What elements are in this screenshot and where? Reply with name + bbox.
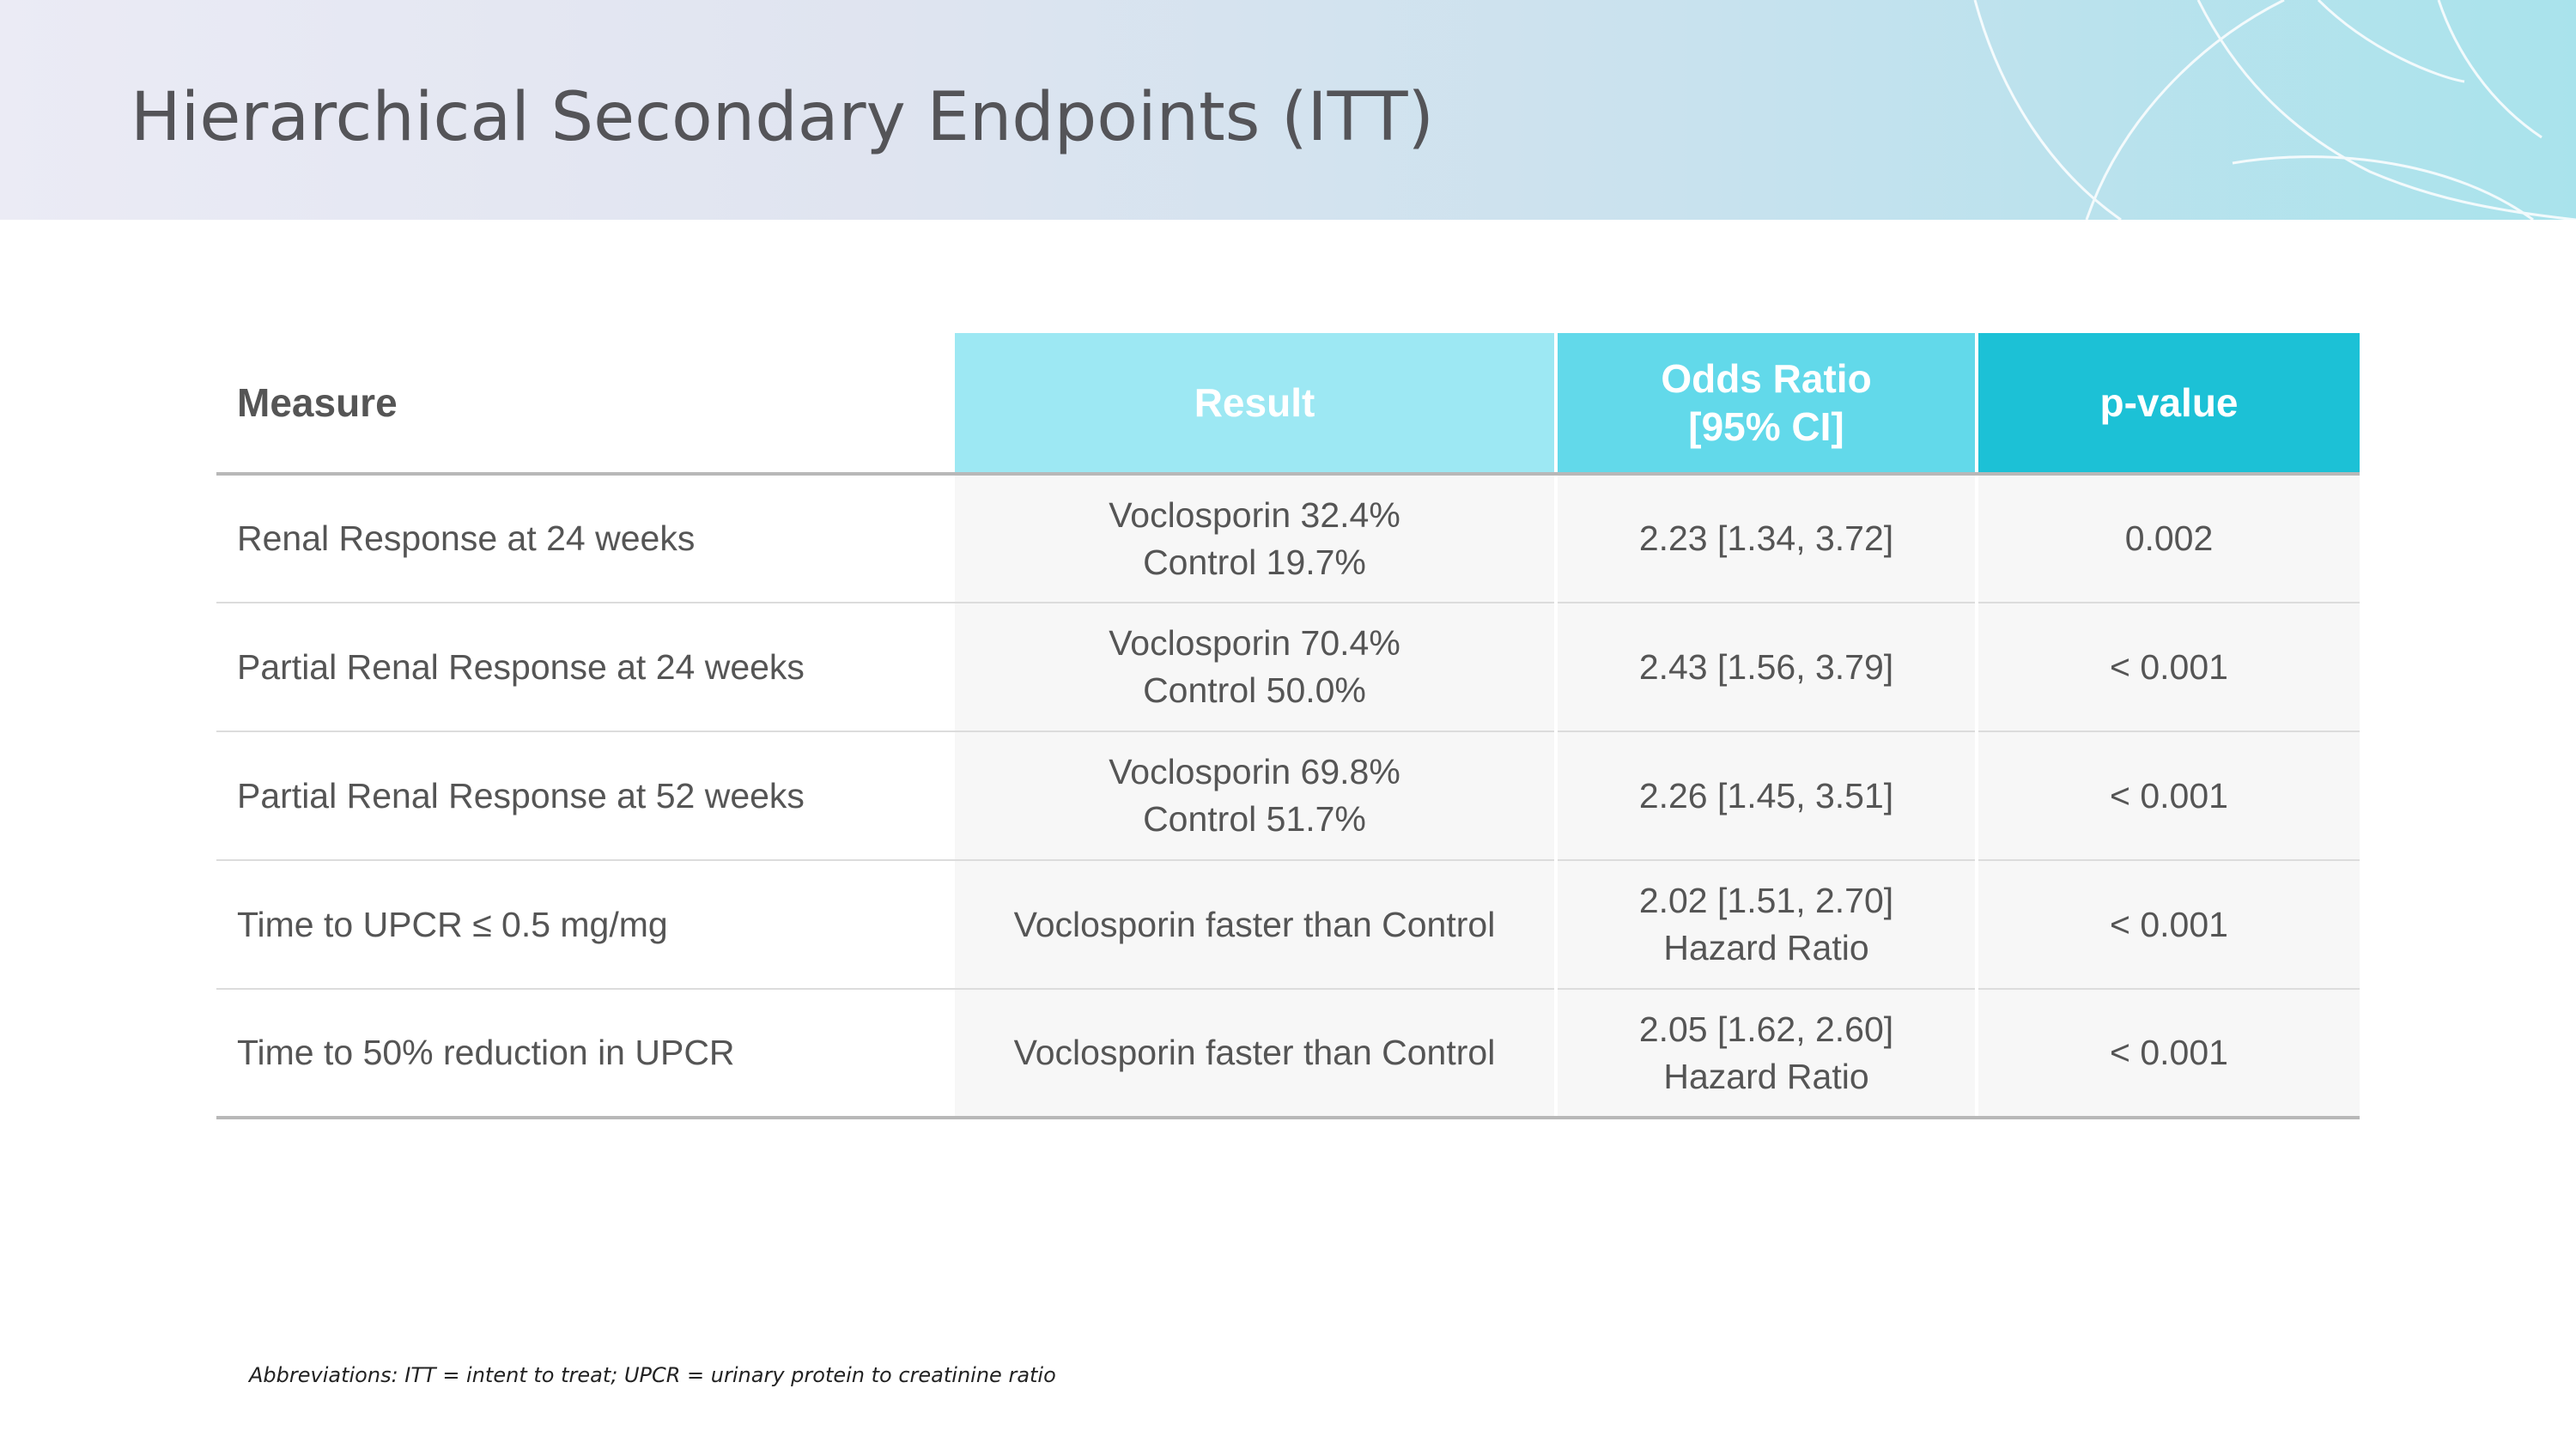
table-row	[216, 989, 2360, 1118]
odds-line: 2.26 [1.45, 3.51]	[1638, 775, 1894, 815]
odds-ratio-cell	[1556, 860, 1977, 989]
odds-line: 2.05 [1.62, 2.60]	[1638, 1009, 1894, 1049]
header-odds-line2: [95% CI]	[1688, 404, 1844, 449]
table-row	[216, 731, 2360, 860]
p-value-cell: < 0.001	[1977, 731, 2360, 860]
result-line: Voclosporin 69.8%	[1109, 752, 1400, 791]
odds-ratio-cell	[1556, 474, 1977, 603]
endpoints-table	[216, 333, 2360, 1119]
endpoints-table-container	[216, 333, 2360, 1119]
result-line: Control 19.7%	[1143, 542, 1366, 582]
result-line: Voclosporin faster than Control	[1013, 1033, 1496, 1072]
odds-ratio-cell	[1556, 731, 1977, 860]
slide-title: Hierarchical Secondary Endpoints (ITT)	[131, 79, 1434, 156]
p-value-cell: < 0.001	[1977, 989, 2360, 1118]
result-cell	[955, 860, 1556, 989]
measure-cell: Renal Response at 24 weeks	[216, 474, 955, 603]
measure-cell: Time to UPCR ≤ 0.5 mg/mg	[216, 860, 955, 989]
header-measure: Measure	[216, 333, 955, 474]
table-row	[216, 603, 2360, 731]
table-row	[216, 474, 2360, 603]
header-p-value: p-value	[1977, 333, 2360, 474]
header-odds-line1: Odds Ratio	[1661, 356, 1872, 401]
result-cell	[955, 731, 1556, 860]
result-line: Voclosporin 70.4%	[1109, 623, 1400, 663]
odds-line: 2.02 [1.51, 2.70]	[1638, 881, 1894, 920]
measure-cell: Partial Renal Response at 52 weeks	[216, 731, 955, 860]
odds-line: 2.23 [1.34, 3.72]	[1638, 518, 1894, 558]
result-line: Voclosporin 32.4%	[1109, 494, 1400, 535]
result-cell	[955, 603, 1556, 731]
measure-cell: Partial Renal Response at 24 weeks	[216, 603, 955, 731]
table-header-row	[216, 333, 2360, 474]
odds-ratio-cell	[1556, 603, 1977, 731]
result-line: Control 50.0%	[1143, 670, 1366, 710]
odds-line: 2.43 [1.56, 3.79]	[1638, 646, 1894, 687]
odds-line: Hazard Ratio	[1663, 928, 1869, 967]
result-cell	[955, 989, 1556, 1118]
header-result: Result	[955, 333, 1556, 474]
measure-cell: Time to 50% reduction in UPCR	[216, 989, 955, 1118]
title-banner	[0, 0, 2576, 220]
result-line: Control 51.7%	[1143, 799, 1366, 839]
result-line: Voclosporin faster than Control	[1013, 904, 1496, 944]
result-cell	[955, 474, 1556, 603]
odds-ratio-cell	[1556, 989, 1977, 1118]
odds-line: Hazard Ratio	[1663, 1056, 1869, 1096]
p-value-cell: 0.002	[1977, 474, 2360, 603]
abbreviations-footnote: Abbreviations: ITT = intent to treat; UPCR = urinary protein to creatinine ratio	[249, 1363, 1056, 1387]
header-odds-ratio	[1556, 333, 1977, 474]
p-value-cell: < 0.001	[1977, 603, 2360, 731]
p-value-cell: < 0.001	[1977, 860, 2360, 989]
table-row	[216, 860, 2360, 989]
